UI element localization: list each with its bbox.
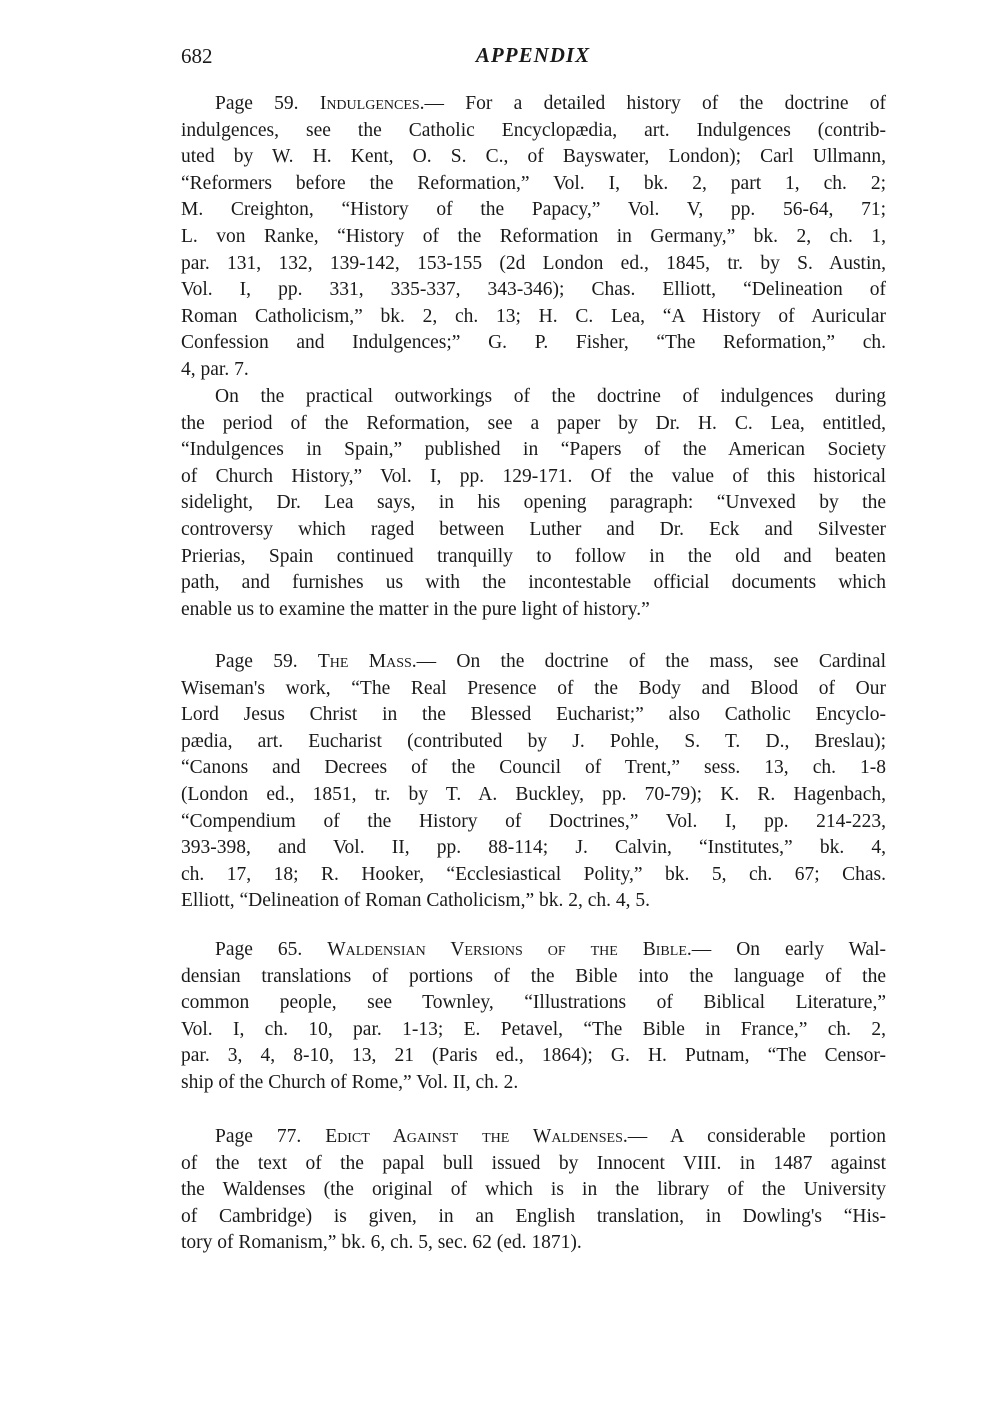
text-line: common people, see Townley, “Illustrations of Biblical Literature,” — [181, 992, 886, 1014]
text-line: L. von Ranke, “History of the Reformation in Germany,” bk. 2, ch. 1, — [181, 225, 886, 247]
text-line: Prierias, Spain continued tranquilly to follow in the old and beaten — [181, 545, 886, 567]
section-heading: Waldensian Versions of the Bible. — [327, 939, 692, 960]
text-run: Page 59. — [215, 93, 320, 114]
text-line: “Indulgences in Spain,” published in “Papers of the American Society — [181, 439, 886, 461]
text-line: sidelight, Dr. Lea says, in his opening paragraph: “Unvexed by the — [181, 492, 886, 514]
text-line: of the text of the papal bull issued by Innocent VIII. in 1487 against — [181, 1152, 886, 1174]
paragraph-the-mass — [181, 649, 886, 915]
text-line: M. Creighton, “History of the Papacy,” Vol. V, pp. 56-64, 71; — [181, 199, 886, 221]
text-line: 393-398, and Vol. II, pp. 88-114; J. Calvin, “Institutes,” bk. 4, — [181, 837, 886, 859]
text-line: Lord Jesus Christ in the Blessed Eucharist;” also Catholic Encyclo- — [181, 704, 886, 726]
text-line: tory of Romanism,” bk. 6, ch. 5, sec. 62 (ed. 1871). — [181, 1232, 582, 1254]
text-line — [181, 1124, 886, 1151]
text-line — [181, 937, 886, 964]
text-run: — On the doctrine of the mass, see Cardinal — [416, 651, 886, 672]
text-line: “Compendium of the History of Doctrines,” Vol. I, pp. 214-223, — [181, 810, 886, 832]
text-line: densian translations of portions of the Bible into the language of the — [181, 965, 886, 987]
text-line: the Waldenses (the original of which is in the library of the University — [181, 1179, 886, 1201]
text-line: Elliott, “Delineation of Roman Catholicism,” bk. 2, ch. 4, 5. — [181, 890, 650, 912]
text-run: — A considerable portion — [627, 1126, 886, 1147]
text-line: par. 3, 4, 8-10, 13, 21 (Paris ed., 1864); G. H. Putnam, “The Censor- — [181, 1045, 886, 1067]
text-line: ch. 17, 18; R. Hooker, “Ecclesiastical Polity,” bk. 5, ch. 67; Chas. — [181, 863, 886, 885]
text-run: Page 65. — [215, 939, 328, 960]
text-line: “Reformers before the Reformation,” Vol. I, bk. 2, part 1, ch. 2; — [181, 172, 886, 194]
paragraph-indulgences-spain — [181, 384, 886, 623]
text-line: 4, par. 7. — [181, 358, 249, 380]
section-heading: Edict Against the Waldenses. — [325, 1126, 628, 1147]
text-line: “Canons and Decrees of the Council of Trent,” sess. 13, ch. 1-8 — [181, 757, 886, 779]
text-line: of Cambridge) is given, in an English translation, in Dowling's “His- — [181, 1205, 886, 1227]
text-line: indulgences, see the Catholic Encyclopædia, art. Indulgences (contrib- — [181, 119, 886, 141]
text-line: (London ed., 1851, tr. by T. A. Buckley, pp. 70-79); K. R. Hagenbach, — [181, 783, 886, 805]
section-heading: The Mass. — [317, 651, 417, 672]
text-line: the period of the Reformation, see a paper by Dr. H. C. Lea, entitled, — [181, 412, 886, 434]
text-line — [181, 91, 886, 118]
text-line: of Church History,” Vol. I, pp. 129-171. Of the value of this historical — [181, 465, 886, 487]
page-number: 682 — [181, 44, 213, 68]
text-run: Page 77. — [215, 1126, 326, 1147]
text-line: ship of the Church of Rome,” Vol. II, ch. 2. — [181, 1071, 519, 1093]
text-line: enable us to examine the matter in the pure light of history.” — [181, 598, 650, 620]
text-line: Roman Catholicism,” bk. 2, ch. 13; H. C. Lea, “A History of Auricular — [181, 305, 886, 327]
text-line: Vol. I, ch. 10, par. 1-13; E. Petavel, “The Bible in France,” ch. 2, — [181, 1018, 886, 1040]
text-line: uted by W. H. Kent, O. S. C., of Bayswater, London); Carl Ullmann, — [181, 146, 886, 168]
running-title: APPENDIX — [475, 43, 591, 67]
text-line: path, and furnishes us with the incontestable official documents which — [181, 572, 886, 594]
text-run: Page 59. — [215, 651, 318, 672]
text-line: controversy which raged between Luther and Dr. Eck and Silvester — [181, 518, 886, 540]
text-line: Wiseman's work, “The Real Presence of the Body and Blood of Our — [181, 677, 886, 699]
paragraph-indulgences — [181, 91, 886, 384]
text-line — [181, 649, 886, 676]
text-run: — For a detailed history of the doctrine of — [424, 93, 886, 114]
text-line: Vol. I, pp. 331, 335-337, 343-346); Chas. Elliott, “Delineation of — [181, 279, 886, 301]
paragraph-waldensian-versions — [181, 937, 886, 1097]
paragraph-edict-waldenses — [181, 1124, 886, 1257]
section-heading: Indulgences. — [319, 93, 425, 114]
text-line: On the practical outworkings of the doctrine of indulgences during — [215, 386, 886, 407]
text-line: pædia, art. Eucharist (contributed by J. Pohle, S. T. D., Breslau); — [181, 730, 886, 752]
text-run: — On early Wal- — [691, 939, 886, 960]
text-line: Confession and Indulgences;” G. P. Fisher, “The Reformation,” ch. — [181, 332, 886, 354]
text-line: par. 131, 132, 139-142, 153-155 (2d London ed., 1845, tr. by S. Austin, — [181, 252, 886, 274]
